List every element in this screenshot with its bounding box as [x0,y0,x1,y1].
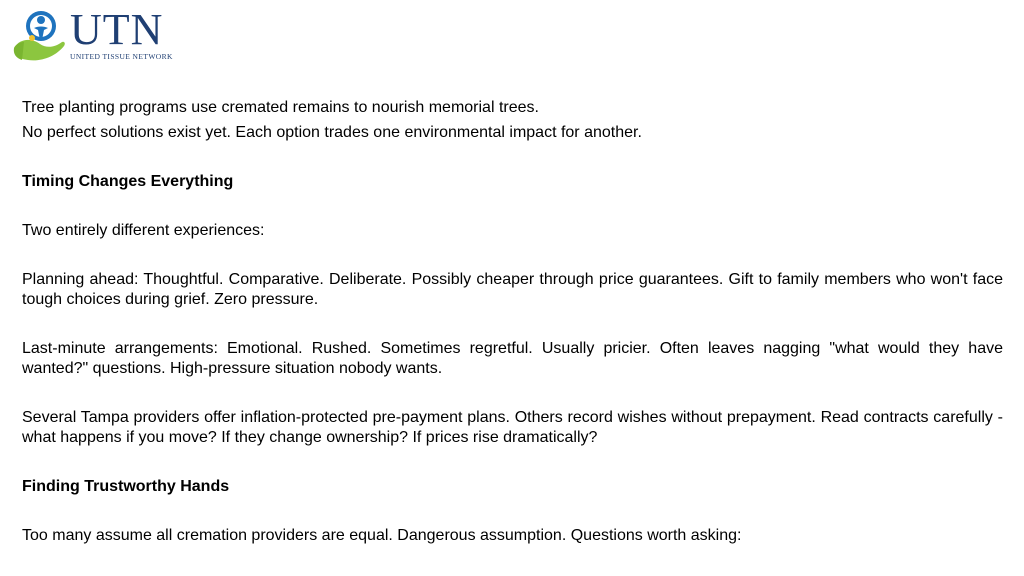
paragraph: Planning ahead: Thoughtful. Comparative. Deliberate. Possibly cheaper through price guarantees. Gift to family members who won't face tough choices during grief. Zero pressure. [22,271,1003,308]
logo-wordmark: UTN [70,5,164,54]
paragraph: Several Tampa providers offer inflation-protected pre-payment plans. Others record wishes without prepayment. Read contracts carefully - what happens if you move? If they change ownership? If prices rise dramatically? [22,409,1003,446]
section-heading: Finding Trustworthy Hands [22,478,230,495]
logo-tagline: UNITED TISSUE NETWORK [70,52,173,61]
paragraph: Too many assume all cremation providers are equal. Dangerous assumption. Questions worth asking: [22,527,742,544]
paragraph: No perfect solutions exist yet. Each option trades one environmental impact for another. [22,124,642,141]
utn-logo [10,5,190,66]
paragraph: Two entirely different experiences: [22,222,265,239]
paragraph: Last-minute arrangements: Emotional. Rushed. Sometimes regretful. Usually pricier. Often leaves nagging "what would they have wanted?" questions. High-pressure situation nobody wants. [22,340,1003,377]
document-body [22,96,1003,546]
hand-person-logo-icon [10,8,68,66]
section-heading: Timing Changes Everything [22,173,234,190]
paragraph: Tree planting programs use cremated remains to nourish memorial trees. [22,99,539,116]
